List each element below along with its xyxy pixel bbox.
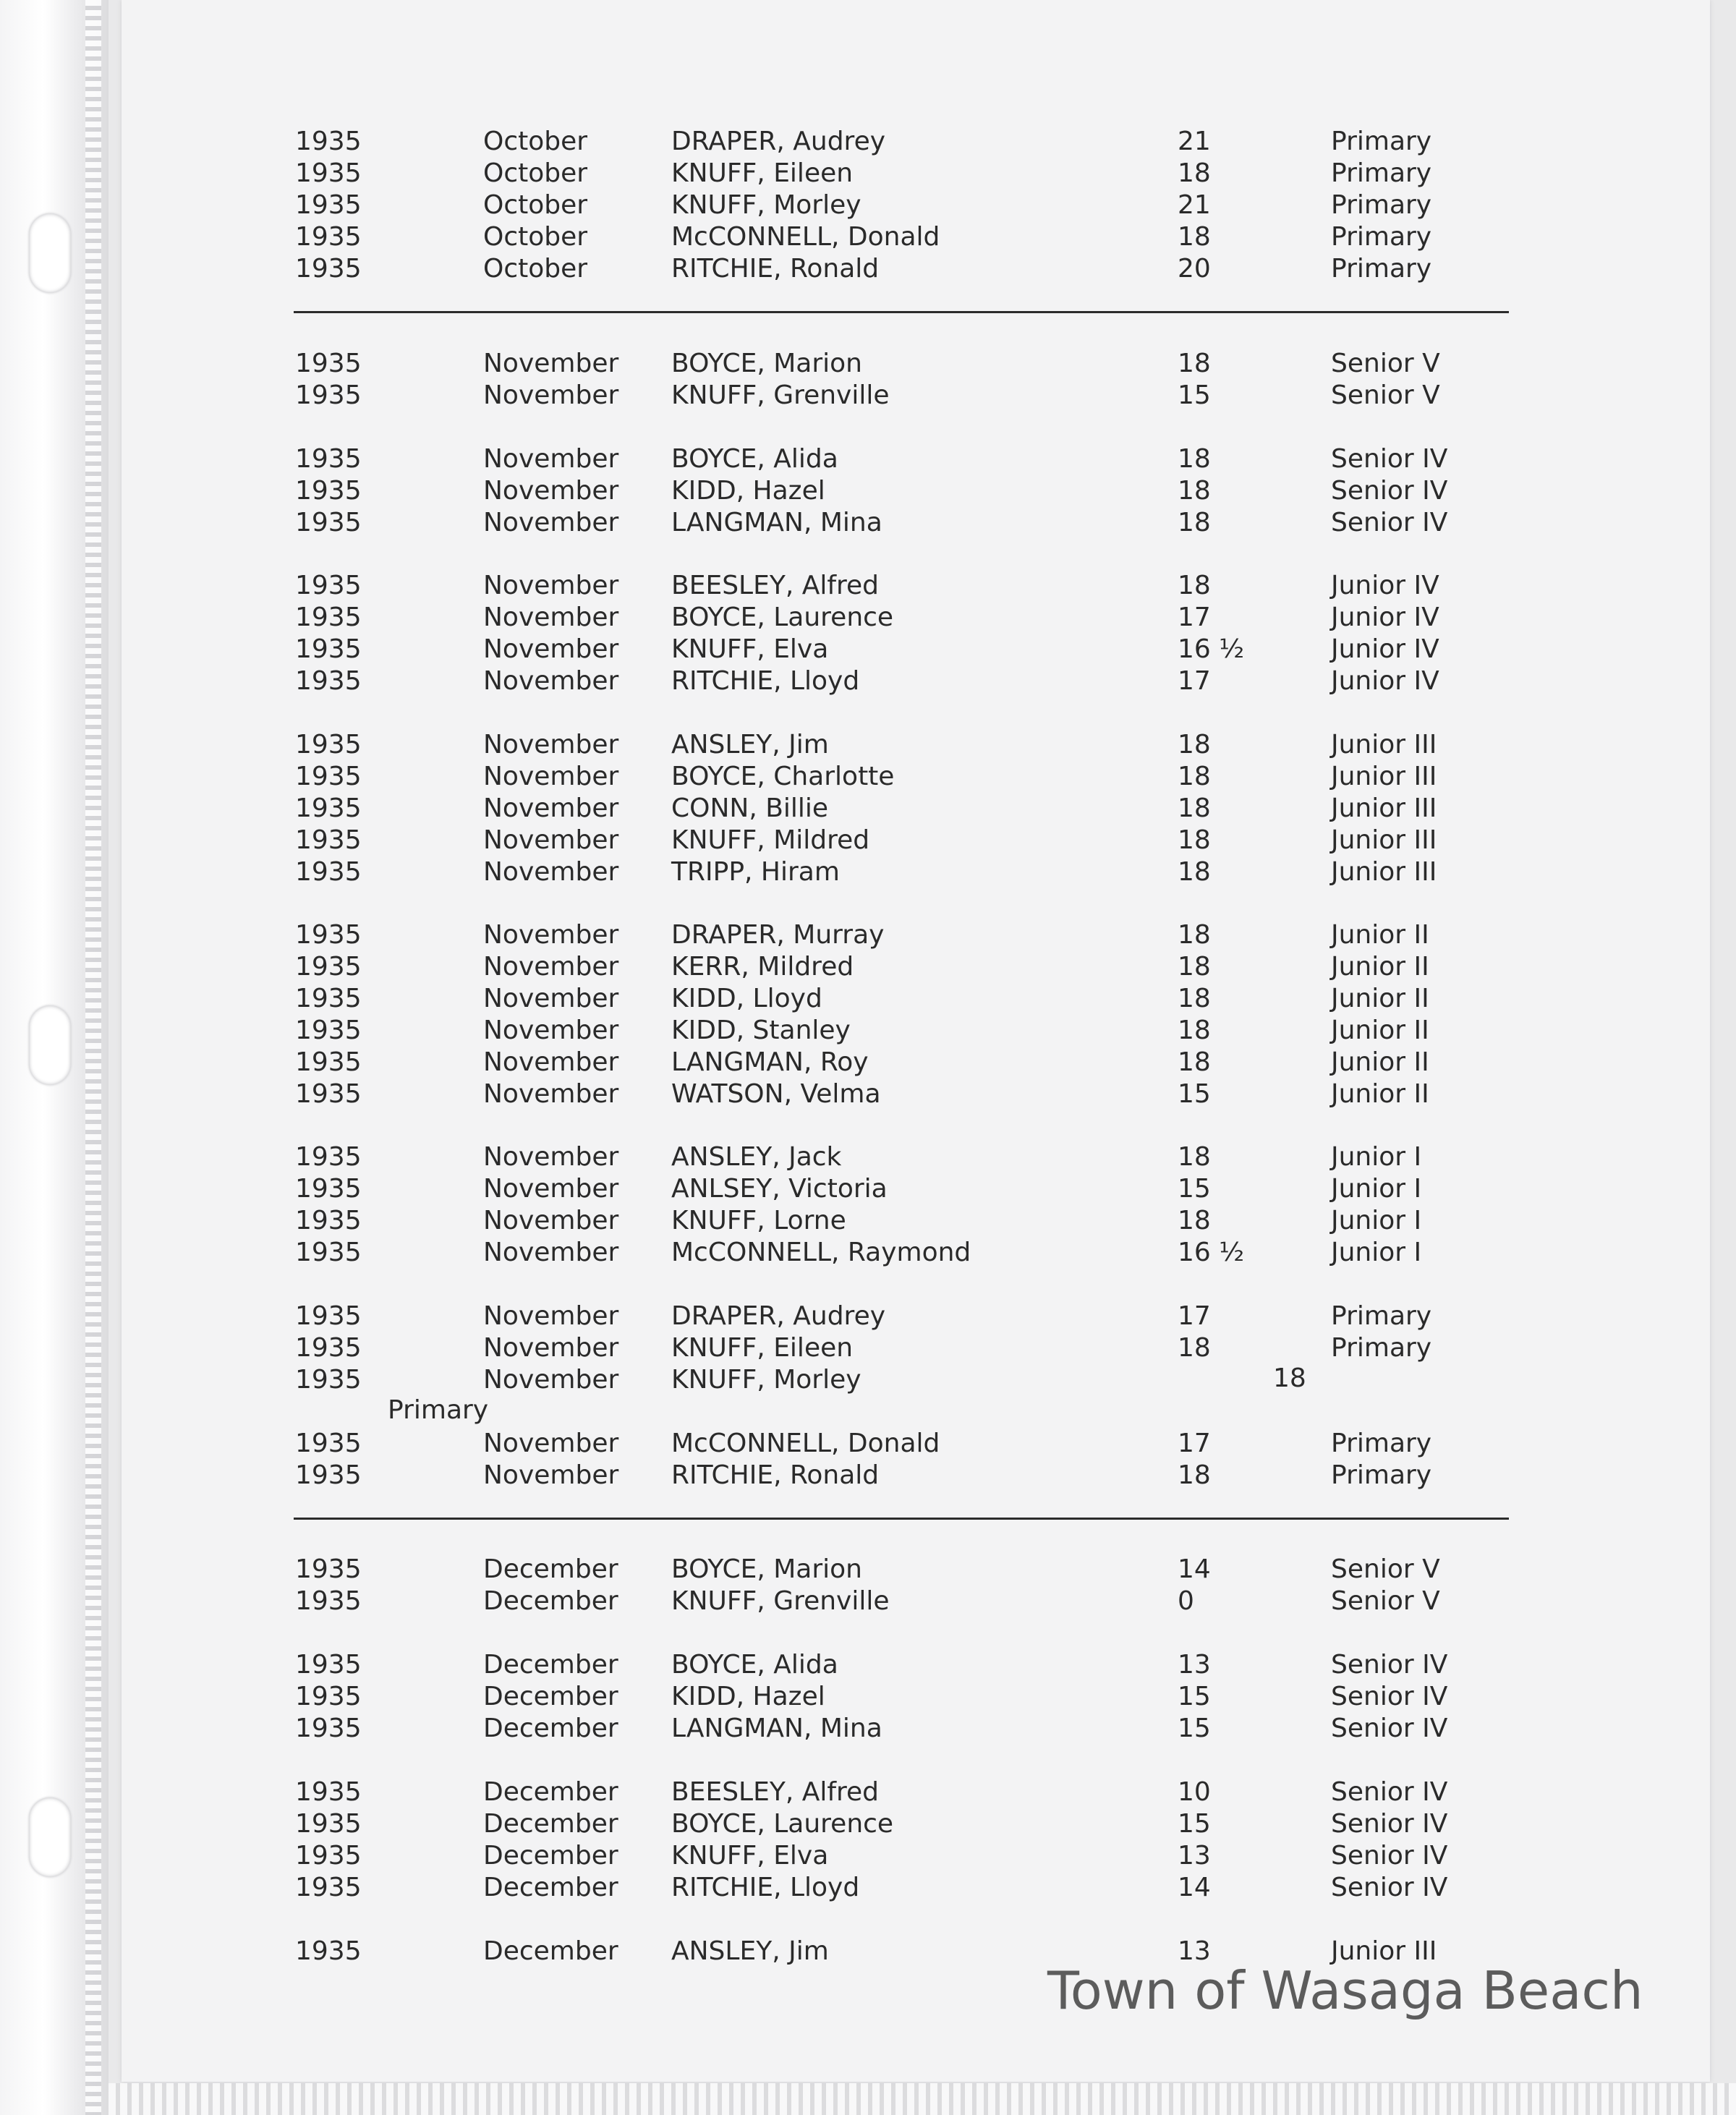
grade-cell: Junior II — [1331, 1079, 1429, 1109]
month-cell: November — [483, 984, 619, 1013]
year-cell: 1935 — [295, 508, 362, 537]
year-cell: 1935 — [295, 857, 362, 887]
name-cell: TRIPP, Hiram — [671, 857, 840, 887]
score-cell: 13 — [1178, 1936, 1211, 1966]
table-row — [0, 1649, 1736, 1681]
year-cell: 1935 — [295, 666, 362, 696]
score-cell: 13 — [1178, 1841, 1211, 1871]
year-cell: 1935 — [295, 1873, 362, 1902]
score-cell: 18 — [1178, 920, 1211, 950]
grade-cell: Junior II — [1331, 920, 1429, 950]
sleeve-bottom-edge — [109, 2083, 1736, 2115]
grade-cell: Senior IV — [1331, 1841, 1448, 1871]
month-cell: November — [483, 1016, 619, 1045]
grade-cell: Primary — [1331, 1460, 1432, 1490]
month-cell: December — [483, 1873, 618, 1902]
month-cell: December — [483, 1809, 618, 1839]
name-cell: BEESLEY, Alfred — [671, 1777, 880, 1807]
grade-cell: Junior II — [1331, 1016, 1429, 1045]
name-cell: KIDD, Stanley — [671, 1016, 851, 1045]
grade-cell: Senior IV — [1331, 1714, 1448, 1743]
year-cell: 1935 — [295, 1365, 362, 1395]
month-cell: December — [483, 1936, 618, 1966]
table-row — [0, 1205, 1736, 1237]
name-cell: KNUFF, Morley — [671, 190, 861, 220]
name-cell: KNUFF, Lorne — [671, 1206, 846, 1235]
year-cell: 1935 — [295, 444, 362, 474]
name-cell: BOYCE, Alida — [671, 1650, 838, 1680]
month-cell: November — [483, 603, 619, 632]
month-cell: November — [483, 1047, 619, 1077]
grade-cell: Junior IV — [1331, 571, 1439, 600]
table-row — [0, 1586, 1736, 1617]
table-row — [0, 825, 1736, 856]
year-cell: 1935 — [295, 920, 362, 950]
name-cell: ANLSEY, Victoria — [671, 1174, 888, 1204]
score-cell: 18 — [1178, 571, 1211, 600]
table-row — [0, 570, 1736, 602]
name-cell: KNUFF, Mildred — [671, 825, 870, 855]
month-cell: December — [483, 1554, 618, 1584]
table-row — [0, 1872, 1736, 1904]
grade-cell: Junior III — [1331, 762, 1437, 791]
table-row — [0, 1808, 1736, 1840]
score-cell: 13 — [1178, 1650, 1211, 1680]
score-cell: 18 — [1178, 444, 1211, 474]
score-cell: 15 — [1178, 1714, 1211, 1743]
table-row — [0, 1173, 1736, 1205]
name-cell: BOYCE, Charlotte — [671, 762, 895, 791]
score-cell: 21 — [1178, 127, 1211, 156]
score-cell: 18 — [1178, 793, 1211, 823]
year-cell: 1935 — [295, 1936, 362, 1966]
score-cell: 15 — [1178, 1809, 1211, 1839]
year-cell: 1935 — [295, 349, 362, 378]
year-cell: 1935 — [295, 254, 362, 284]
name-cell: RITCHIE, Lloyd — [671, 1873, 860, 1902]
year-cell: 1935 — [295, 127, 362, 156]
grade-cell: Primary — [1331, 1429, 1432, 1458]
month-cell: November — [483, 762, 619, 791]
name-cell: CONN, Billie — [671, 793, 829, 823]
table-row — [0, 1078, 1736, 1110]
stray-grade: Primary — [388, 1395, 489, 1425]
month-cell: November — [483, 1206, 619, 1235]
year-cell: 1935 — [295, 158, 362, 188]
grade-cell: Primary — [1331, 254, 1432, 284]
score-cell: 18 — [1178, 762, 1211, 791]
score-cell: 14 — [1178, 1554, 1211, 1584]
table-row — [0, 856, 1736, 888]
name-cell: KNUFF, Eileen — [671, 158, 854, 188]
score-cell: 15 — [1178, 1682, 1211, 1711]
month-cell: November — [483, 476, 619, 506]
name-cell: RITCHIE, Ronald — [671, 254, 880, 284]
year-cell: 1935 — [295, 1714, 362, 1743]
month-cell: October — [483, 254, 588, 284]
month-cell: November — [483, 1333, 619, 1363]
score-cell: 18 — [1178, 476, 1211, 506]
grade-cell: Junior I — [1331, 1206, 1422, 1235]
grade-cell: Senior IV — [1331, 1650, 1448, 1680]
table-row — [0, 1554, 1736, 1586]
score-cell: 18 — [1178, 1460, 1211, 1490]
year-cell: 1935 — [295, 952, 362, 982]
table-row — [0, 1713, 1736, 1745]
month-cell: October — [483, 158, 588, 188]
year-cell: 1935 — [295, 1841, 362, 1871]
grade-cell: Senior IV — [1331, 1682, 1448, 1711]
year-cell: 1935 — [295, 1554, 362, 1584]
grade-cell: Senior IV — [1331, 1809, 1448, 1839]
name-cell: LANGMAN, Roy — [671, 1047, 869, 1077]
year-cell: 1935 — [295, 762, 362, 791]
month-cell: October — [483, 190, 588, 220]
grade-cell: Junior I — [1331, 1174, 1422, 1204]
name-cell: KNUFF, Morley — [671, 1365, 861, 1395]
name-cell: BOYCE, Marion — [671, 349, 862, 378]
table-row — [0, 221, 1736, 253]
table-row — [0, 1681, 1736, 1713]
name-cell: RITCHIE, Ronald — [671, 1460, 880, 1490]
score-cell: 18 — [1178, 952, 1211, 982]
score-cell: 15 — [1178, 1079, 1211, 1109]
month-cell: December — [483, 1682, 618, 1711]
table-row — [0, 665, 1736, 697]
year-cell: 1935 — [295, 476, 362, 506]
name-cell: BOYCE, Laurence — [671, 1809, 894, 1839]
grade-cell: Senior IV — [1331, 1777, 1448, 1807]
score-cell: 18 — [1178, 1333, 1211, 1363]
year-cell: 1935 — [295, 1809, 362, 1839]
table-row — [0, 1015, 1736, 1047]
table-row — [0, 1237, 1736, 1269]
score-cell: 18 — [1178, 984, 1211, 1013]
table-row — [0, 1141, 1736, 1173]
name-cell: WATSON, Velma — [671, 1079, 881, 1109]
year-cell: 1935 — [295, 984, 362, 1013]
name-cell: ANSLEY, Jim — [671, 1936, 829, 1966]
table-row — [0, 1428, 1736, 1460]
name-cell: KNUFF, Eileen — [671, 1333, 854, 1363]
table-row — [0, 602, 1736, 634]
grade-cell: Primary — [1331, 1301, 1432, 1331]
grade-cell: Senior IV — [1331, 1873, 1448, 1902]
month-cell: October — [483, 127, 588, 156]
year-cell: 1935 — [295, 1682, 362, 1711]
name-cell: DRAPER, Audrey — [671, 1301, 886, 1331]
score-cell: 17 — [1178, 1301, 1211, 1331]
year-cell: 1935 — [295, 1301, 362, 1331]
name-cell: KERR, Mildred — [671, 952, 854, 982]
score-cell: 18 — [1178, 508, 1211, 537]
table-row — [0, 1460, 1736, 1491]
table-row — [0, 761, 1736, 793]
year-cell: 1935 — [295, 1777, 362, 1807]
year-cell: 1935 — [295, 190, 362, 220]
month-cell: November — [483, 952, 619, 982]
month-cell: November — [483, 793, 619, 823]
grade-cell: Junior III — [1331, 825, 1437, 855]
name-cell: LANGMAN, Mina — [671, 1714, 882, 1743]
year-cell: 1935 — [295, 1333, 362, 1363]
name-cell: ANSLEY, Jack — [671, 1142, 842, 1172]
score-cell: 0 — [1178, 1586, 1194, 1616]
year-cell: 1935 — [295, 1206, 362, 1235]
grade-cell: Senior IV — [1331, 476, 1448, 506]
month-cell: December — [483, 1714, 618, 1743]
month-cell: November — [483, 825, 619, 855]
year-cell: 1935 — [295, 634, 362, 664]
month-cell: November — [483, 1301, 619, 1331]
table-row — [0, 475, 1736, 507]
score-cell: 18 — [1178, 1047, 1211, 1077]
name-cell: KNUFF, Grenville — [671, 1586, 890, 1616]
month-cell: November — [483, 508, 619, 537]
year-cell: 1935 — [295, 730, 362, 759]
month-cell: December — [483, 1650, 618, 1680]
grade-cell: Junior III — [1331, 793, 1437, 823]
table-row — [0, 126, 1736, 158]
name-cell: ANSLEY, Jim — [671, 730, 829, 759]
table-row — [0, 253, 1736, 285]
grade-cell: Senior IV — [1331, 444, 1448, 474]
name-cell: LANGMAN, Mina — [671, 508, 882, 537]
score-cell: 18 — [1178, 825, 1211, 855]
score-cell: 15 — [1178, 1174, 1211, 1204]
year-cell: 1935 — [295, 1142, 362, 1172]
name-cell: KIDD, Hazel — [671, 1682, 825, 1711]
month-cell: November — [483, 444, 619, 474]
score-cell: 14 — [1178, 1873, 1211, 1902]
grade-cell: Primary — [1331, 222, 1432, 252]
name-cell: KNUFF, Grenville — [671, 380, 890, 410]
month-cell: December — [483, 1841, 618, 1871]
month-cell: November — [483, 634, 619, 664]
grade-cell: Junior III — [1331, 730, 1437, 759]
month-cell: November — [483, 1174, 619, 1204]
grade-cell: Junior II — [1331, 952, 1429, 982]
table-row — [0, 1776, 1736, 1808]
grade-cell: Senior V — [1331, 349, 1440, 378]
year-cell: 1935 — [295, 603, 362, 632]
year-cell: 1935 — [295, 1174, 362, 1204]
table-row — [0, 348, 1736, 380]
score-cell: 16 ½ — [1178, 634, 1245, 664]
table-row — [0, 951, 1736, 983]
watermark-text: Town of Wasaga Beach — [1047, 1960, 1643, 2021]
grade-cell: Junior III — [1331, 1936, 1437, 1966]
name-cell: BOYCE, Alida — [671, 444, 838, 474]
table-row — [0, 793, 1736, 825]
score-cell: 17 — [1178, 666, 1211, 696]
year-cell: 1935 — [295, 1016, 362, 1045]
year-cell: 1935 — [295, 1047, 362, 1077]
score-cell: 21 — [1178, 190, 1211, 220]
score-cell: 15 — [1178, 380, 1211, 410]
year-cell: 1935 — [295, 380, 362, 410]
table-row — [0, 919, 1736, 951]
name-cell: McCONNELL, Donald — [671, 1429, 940, 1458]
grade-cell: Junior II — [1331, 984, 1429, 1013]
name-cell: DRAPER, Audrey — [671, 127, 886, 156]
grade-cell: Primary — [1331, 127, 1432, 156]
name-cell: BOYCE, Marion — [671, 1554, 862, 1584]
score-cell: 18 — [1178, 857, 1211, 887]
grade-cell: Primary — [1331, 1333, 1432, 1363]
month-cell: November — [483, 920, 619, 950]
grade-cell: Junior III — [1331, 857, 1437, 887]
score-cell: 18 — [1178, 1206, 1211, 1235]
table-row — [0, 1332, 1736, 1364]
name-cell: RITCHIE, Lloyd — [671, 666, 860, 696]
name-cell: KNUFF, Elva — [671, 634, 829, 664]
month-cell: November — [483, 1365, 619, 1395]
name-cell: BOYCE, Laurence — [671, 603, 894, 632]
table-row — [0, 1364, 1736, 1396]
month-cell: November — [483, 730, 619, 759]
grade-cell: Junior IV — [1331, 634, 1439, 664]
grade-cell: Junior IV — [1331, 666, 1439, 696]
year-cell: 1935 — [295, 793, 362, 823]
name-cell: DRAPER, Murray — [671, 920, 885, 950]
year-cell: 1935 — [295, 1079, 362, 1109]
month-cell: November — [483, 380, 619, 410]
name-cell: McCONNELL, Raymond — [671, 1238, 971, 1267]
name-cell: KNUFF, Elva — [671, 1841, 829, 1871]
grade-cell: Primary — [1331, 190, 1432, 220]
table-row — [0, 507, 1736, 539]
name-cell: McCONNELL, Donald — [671, 222, 940, 252]
name-cell: KIDD, Hazel — [671, 476, 825, 506]
month-cell: November — [483, 1142, 619, 1172]
score-cell: 17 — [1178, 603, 1211, 632]
month-cell: November — [483, 571, 619, 600]
grade-cell: Junior I — [1331, 1238, 1422, 1267]
year-cell: 1935 — [295, 1460, 362, 1490]
stray-score: 18 — [1273, 1363, 1306, 1393]
score-cell: 18 — [1178, 1142, 1211, 1172]
grade-cell: Primary — [1331, 158, 1432, 188]
month-cell: November — [483, 349, 619, 378]
month-cell: November — [483, 1238, 619, 1267]
grade-cell: Junior IV — [1331, 603, 1439, 632]
score-cell: 16 ½ — [1178, 1238, 1245, 1267]
month-cell: December — [483, 1586, 618, 1616]
table-row — [0, 983, 1736, 1015]
month-cell: November — [483, 666, 619, 696]
grade-cell: Senior V — [1331, 380, 1440, 410]
score-cell: 10 — [1178, 1777, 1211, 1807]
month-cell: December — [483, 1777, 618, 1807]
table-row — [0, 380, 1736, 412]
grade-cell: Junior II — [1331, 1047, 1429, 1077]
month-cell: November — [483, 857, 619, 887]
year-cell: 1935 — [295, 1586, 362, 1616]
score-cell: 18 — [1178, 222, 1211, 252]
year-cell: 1935 — [295, 222, 362, 252]
score-cell: 18 — [1178, 1016, 1211, 1045]
name-cell: BEESLEY, Alfred — [671, 571, 880, 600]
section-divider — [294, 311, 1509, 313]
year-cell: 1935 — [295, 571, 362, 600]
table-row — [0, 634, 1736, 665]
table-row — [0, 729, 1736, 761]
grade-cell: Junior I — [1331, 1142, 1422, 1172]
score-cell: 18 — [1178, 158, 1211, 188]
score-cell: 18 — [1178, 349, 1211, 378]
year-cell: 1935 — [295, 825, 362, 855]
table-row — [0, 1301, 1736, 1332]
grade-cell: Senior V — [1331, 1554, 1440, 1584]
table-row — [0, 190, 1736, 221]
table-row — [0, 1840, 1736, 1872]
score-cell: 17 — [1178, 1429, 1211, 1458]
score-cell: 18 — [1178, 730, 1211, 759]
year-cell: 1935 — [295, 1650, 362, 1680]
grade-cell: Senior V — [1331, 1586, 1440, 1616]
month-cell: October — [483, 222, 588, 252]
score-cell: 20 — [1178, 254, 1211, 284]
month-cell: November — [483, 1079, 619, 1109]
table-row — [0, 158, 1736, 190]
grade-cell: Senior IV — [1331, 508, 1448, 537]
section-divider — [294, 1518, 1509, 1520]
month-cell: November — [483, 1429, 619, 1458]
table-row — [0, 1047, 1736, 1078]
year-cell: 1935 — [295, 1429, 362, 1458]
month-cell: November — [483, 1460, 619, 1490]
name-cell: KIDD, Lloyd — [671, 984, 822, 1013]
year-cell: 1935 — [295, 1238, 362, 1267]
table-row — [0, 443, 1736, 475]
